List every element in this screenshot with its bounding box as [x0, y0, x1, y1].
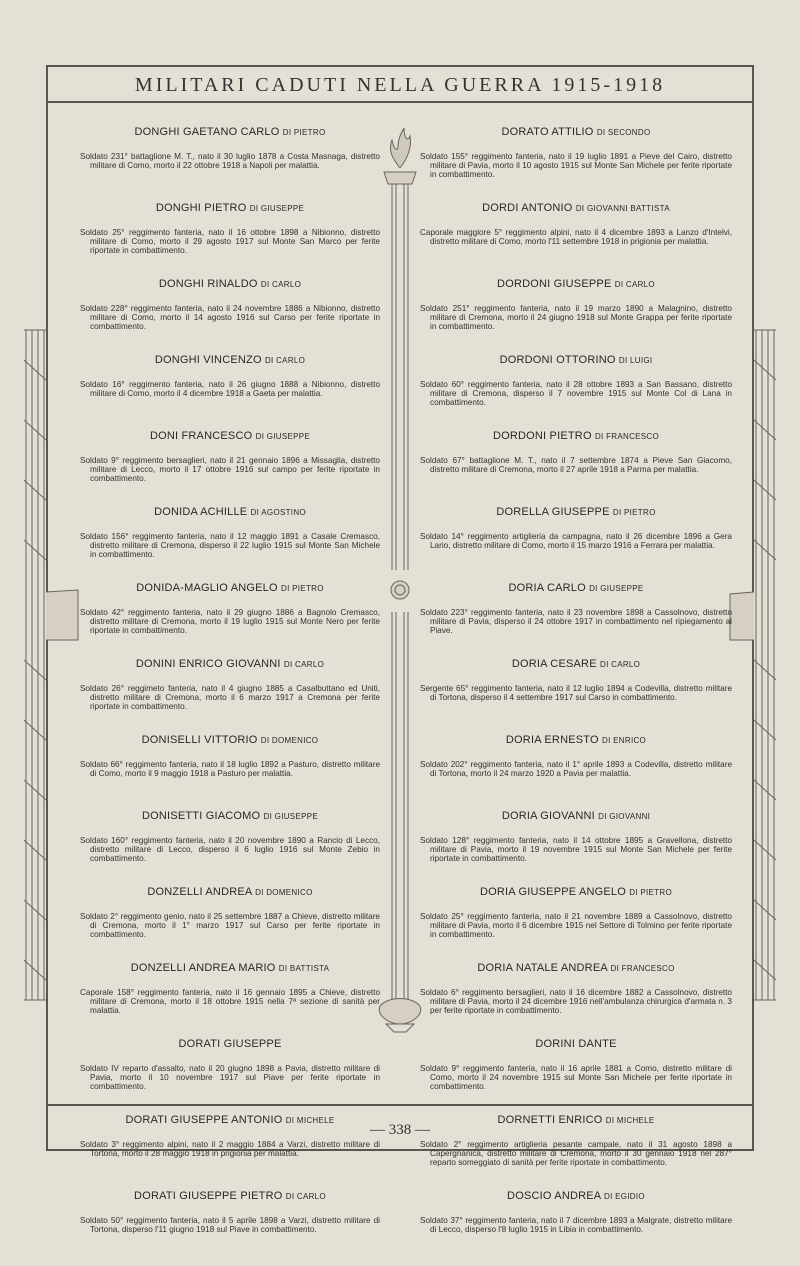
entry [420, 658, 732, 734]
entry-bio: Soldato 160° reggimento fanteria, nato il 20 novembre 1890 a Rancio di Lecco, distretto militare di Lecco, disperso il 6 luglio 1916 sul Monte Zebio in combattimento. [80, 836, 380, 864]
entry-bio: Soldato 25° reggimento fanteria, nato il 16 ottobre 1898 a Nibionno, distretto militare di Como, morto il 29 agosto 1917 sul Monte San Marco per ferite riportate in combattimento. [80, 228, 380, 256]
entry [420, 1038, 732, 1114]
entry-bio: Soldato 9° reggimento fanteria, nato il 16 aprile 1881 a Como, distretto militare di Como, morto il 24 novembre 1915 sul Monte San Michele per ferite riportate in combattimento. [420, 1064, 732, 1092]
entry [80, 506, 380, 582]
page-title: MILITARI CADUTI NELLA GUERRA 1915-1918 [134, 74, 666, 96]
entry-bio: Soldato 67° battaglione M. T., nato il 7 settembre 1874 a Pieve San Giacomo, distretto militare di Cremona, morto il 27 aprile 1918 a Parma per malattia. [420, 456, 732, 475]
entry-bio: Soldato 2° reggimento genio, nato il 25 settembre 1887 a Chieve, distretto militare di Cremona, morto il 1° marzo 1917 sul Carso per ferite riportate in combattimento. [80, 912, 380, 940]
entry-name: DONINI ENRICO GIOVANNI DI CARLO [135, 658, 325, 670]
entry [80, 278, 380, 354]
entry-bio: Soldato 231° battaglione M. T., nato il 30 luglio 1878 a Costa Masnaga, distretto militare di Como, morto il 22 ottobre 1918 a Napoli per malattia. [80, 152, 380, 171]
entry [80, 734, 380, 810]
entry-name: DONGHI PIETRO DI GIUSEPPE [155, 202, 305, 214]
entry-bio: Soldato 66° reggimento fanteria, nato il 18 luglio 1892 a Pasturo, distretto militare di Como, morto il 9 maggio 1918 a Pasturo per malattia. [80, 760, 380, 779]
entry-bio: Soldato 42° reggimento fanteria, nato il 29 giugno 1886 a Bagnolo Cremasco, distretto militare di Cremona, morto il 19 luglio 1915 sul Monte Nero per ferite riportate in combattimento. [80, 608, 380, 636]
entry [80, 430, 380, 506]
entry [80, 1190, 380, 1266]
entry-bio: Soldato 50° reggimento fanteria, nato il 5 aprile 1898 a Varzi, distretto militare di Tortona, disperso l'11 giugno 1918 sul Piave in combattimento. [80, 1216, 380, 1235]
entry-name: DONGHI RINALDO DI CARLO [158, 278, 302, 290]
entry-bio: Soldato 202° reggimento fanteria, nato il 1° aprile 1893 a Codevilla, distretto militare di Tortona, morto il 24 marzo 1920 a Pavia per malattia. [420, 760, 732, 779]
entry-name: DONISELLI VITTORIO DI DOMENICO [141, 734, 319, 746]
entry-bio: Soldato 2° reggimento artiglieria pesante campale, nato il 31 agosto 1898 a Capergnanica, distretto militare di Cremona, morto il 30 gennaio 1918 nel 287° reparto someggiato di sanità per ferite riportate in combattimento. [420, 1140, 732, 1168]
entry [420, 354, 732, 430]
entry-name: DOSCIO ANDREA DI EGIDIO [507, 1190, 645, 1202]
entry-name: DORINI DANTE [535, 1038, 617, 1050]
entry-bio: Soldato IV reparto d'assalto, nato il 20 giugno 1898 a Pavia, distretto militare di Pavia, morto il 10 novembre 1917 sul Piave per ferite riportate in combattimento. [80, 1064, 380, 1092]
entry-bio: Soldato 9° reggimento bersaglieri, nato il 21 gennaio 1896 a Missaglia, distretto militare di Lecco, morto il 17 ottobre 1916 sul campo per ferite riportate in combattimento. [80, 456, 380, 484]
entry-name: DORDONI PIETRO DI FRANCESCO [492, 430, 660, 442]
entry [420, 278, 732, 354]
entry-name: DONZELLI ANDREA DI DOMENICO [147, 886, 313, 898]
entry-name: DORIA GIUSEPPE ANGELO DI PIETRO [479, 886, 672, 898]
page-number: — 338 — [370, 1122, 430, 1138]
entry-name: DORATI GIUSEPPE ANTONIO DI MICHELE [125, 1114, 335, 1126]
entry [420, 430, 732, 506]
entry-name: DONIDA-MAGLIO ANGELO DI PIETRO [136, 582, 324, 594]
entry-name: DORDI ANTONIO DI GIOVANNI BATTISTA [482, 202, 670, 214]
entry-bio: Sergente 65° reggimento fanteria, nato il 12 luglio 1894 a Codevilla, distretto militare di Tortona, disperso il 4 settembre 1917 sul Carso in combattimento. [420, 684, 732, 703]
entry-bio: Soldato 251° reggimento fanteria, nato il 19 marzo 1890 a Malagnino, distretto militare di Cremona, morto il 24 giugno 1918 sul Monte Grappa per ferite riportate in combattimento. [420, 304, 732, 332]
entry [420, 1190, 732, 1266]
entry-name: DORIA CESARE DI CARLO [511, 658, 641, 670]
entry-name: DORATI GIUSEPPE [178, 1038, 282, 1050]
entry-bio: Soldato 128° reggimento fanteria, nato il 14 ottobre 1895 a Gravellona, distretto militare di Pavia, morto il 19 novembre 1915 sul Monte San Michele per ferite riportate in combattimento. [420, 836, 732, 864]
entry-name: DORNETTI ENRICO DI MICHELE [497, 1114, 655, 1126]
entry [420, 1114, 732, 1190]
entry [420, 582, 732, 658]
entry-name: DORELLA GIUSEPPE DI PIETRO [496, 506, 656, 518]
entry-name: DONGHI GAETANO CARLO DI PIETRO [134, 126, 326, 138]
entry [80, 202, 380, 278]
entry [420, 810, 732, 886]
right-column [420, 126, 732, 1266]
left-column [80, 126, 380, 1266]
entry [420, 202, 732, 278]
entry [420, 506, 732, 582]
entry-bio: Soldato 6° reggimento bersaglieri, nato il 16 dicembre 1882 a Cassolnovo, distretto militare di Pavia, morto il 24 dicembre 1916 nell'ambulanza chirurgica d'armata n. 3 per ferite riportate in combattimento. [420, 988, 732, 1016]
entry-bio: Soldato 228° reggimento fanteria, nato il 24 novembre 1886 a Nibionno, distretto militare di Como, morto il 14 agosto 1916 sul Carso per ferite riportate in combattimento. [80, 304, 380, 332]
entry [80, 126, 380, 202]
entry-name: DORIA ERNESTO DI ENRICO [505, 734, 647, 746]
entry-bio: Soldato 16° reggimento fanteria, nato il 26 giugno 1888 a Nibionno, distretto militare di Como, morto il 4 dicembre 1918 a Gaeta per malattia. [80, 380, 380, 399]
entry-name: DORDONI OTTORINO DI LUIGI [499, 354, 653, 366]
entry-name: DORATI GIUSEPPE PIETRO DI CARLO [134, 1190, 326, 1202]
entry-name: DONISETTI GIACOMO DI GIUSEPPE [142, 810, 318, 822]
entry [80, 962, 380, 1038]
entry [420, 126, 732, 202]
entry [80, 354, 380, 430]
entry [420, 962, 732, 1038]
entry-bio: Soldato 156° reggimento fanteria, nato il 12 maggio 1891 a Casale Cremasco, distretto militare di Cremona, disperso il 22 luglio 1915 sul Monte San Michele in combattimento. [80, 532, 380, 560]
entry-bio: Soldato 26° reggimeto fanteria, nato il 4 giugno 1885 a Casalbuttano ed Uniti, distretto militare di Cremona, morto il 6 marzo 1917 a Cremona per ferite riportate in combattimento. [80, 684, 380, 712]
entry [80, 1038, 380, 1114]
entry [80, 582, 380, 658]
entry [80, 1114, 380, 1190]
entry [80, 886, 380, 962]
entry-name: DORIA GIOVANNI DI GIOVANNI [501, 810, 651, 822]
entry [420, 886, 732, 962]
entry-name: DORDONI GIUSEPPE DI CARLO [497, 278, 655, 290]
entry-name: DORIA NATALE ANDREA DI FRANCESCO [477, 962, 675, 974]
entry-name: DORIA CARLO DI GIUSEPPE [508, 582, 644, 594]
entry [80, 658, 380, 734]
entry-bio: Soldato 3° reggimento alpini, nato il 2 maggio 1884 a Varzi, distretto militare di Tortona, morto il 28 maggio 1918 in prigionia per malattia. [80, 1140, 380, 1159]
entry-bio: Caporale 158° reggimento fanteria, nato il 16 gennaio 1895 a Chieve, distretto militare di Cremona, morto il 18 ottobre 1915 nella 7ª sezione di sanità per malattia. [80, 988, 380, 1016]
entry [420, 734, 732, 810]
entry [80, 810, 380, 886]
entry-bio: Soldato 25° reggimento fanteria, nato il 21 novembre 1889 a Cassolnovo, distretto militare di Pavia, morto il 6 dicembre 1915 nel Settore di Tolmino per ferite riportate in combattimento. [420, 912, 732, 940]
entry-name: DONZELLI ANDREA MARIO DI BATTISTA [130, 962, 330, 974]
entry-bio: Soldato 60° reggimento fanteria, nato il 28 ottobre 1893 a San Bassano, distretto militare di Cremona, disperso il 7 novembre 1915 sul Monte Col di Lana in combattimento. [420, 380, 732, 408]
entry-bio: Caporale maggiore 5° reggimento alpini, nato il 4 dicembre 1893 a Lanzo d'Intelvi, distretto militare di Como, morto l'11 settembre 1918 in prigionia per malattia. [420, 228, 732, 247]
entry-name: DONIDA ACHILLE DI AGOSTINO [154, 506, 306, 518]
entry-bio: Soldato 37° reggimento fanteria, nato il 7 dicembre 1893 a Malgrate, distretto militare di Lecco, disperso l'8 luglio 1915 in Libia in combattimento. [420, 1216, 732, 1235]
entry-bio: Soldato 223° reggimento fanteria, nato il 23 novembre 1898 a Cassolnovo, distretto militare di Pavia, disperso il 24 ottobre 1917 in combattimento nel ripiegamento al Piave. [420, 608, 732, 636]
entry-name: DORATO ATTILIO DI SECONDO [501, 126, 651, 138]
entry-bio: Soldato 14° reggimento artiglieria da campagna, nato il 26 dicembre 1896 a Gera Lario, distretto militare di Como, morto il 15 marzo 1916 a Ferrara per malattia. [420, 532, 732, 551]
entry-name: DONI FRANCESCO DI GIUSEPPE [149, 430, 311, 442]
entry-bio: Soldato 155° reggimento fanteria, nato il 19 luglio 1891 a Pieve del Cairo, distretto militare di Pavia, morto il 10 agosto 1915 sul Monte San Michele per ferite riportate in combattimento. [420, 152, 732, 180]
entry-name: DONGHI VINCENZO DI CARLO [154, 354, 306, 366]
